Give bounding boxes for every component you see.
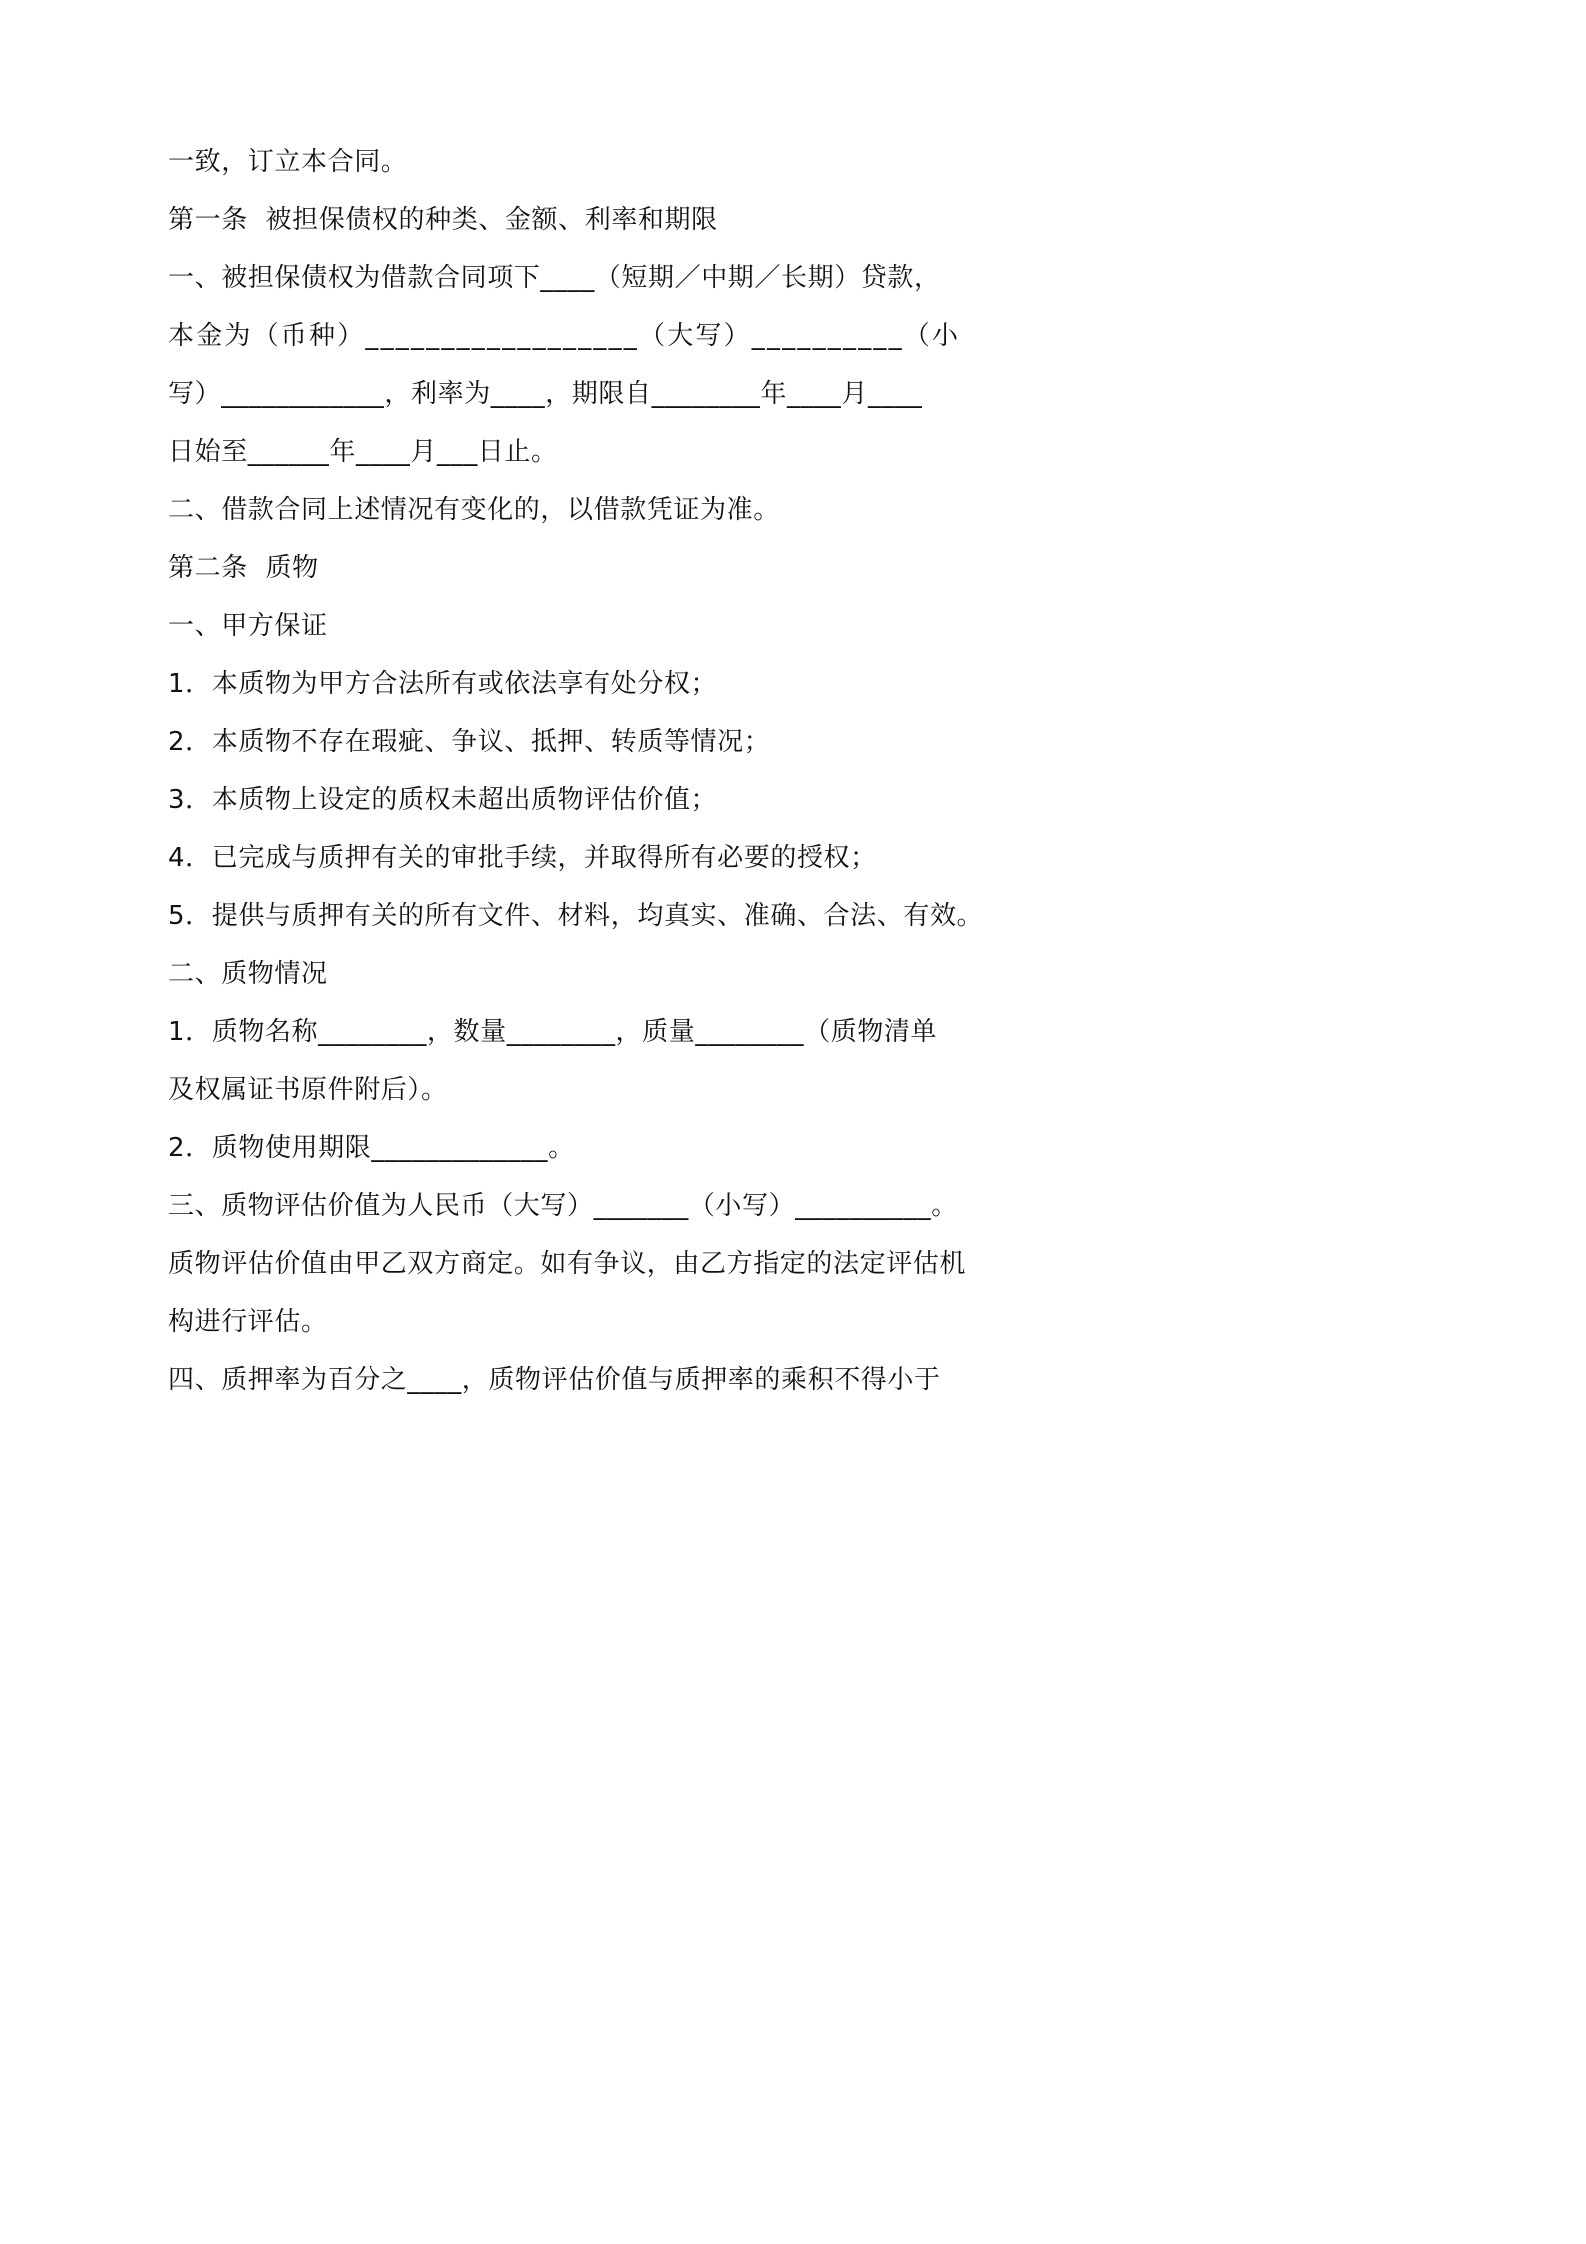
text-line: 三、质物评估价值为人民币（大写）_______（小写）__________。 — [168, 1191, 958, 1221]
list-item: 5．提供与质押有关的所有文件、材料，均真实、准确、合法、有效。 — [168, 901, 984, 931]
text-line: 写）____________，利率为____，期限自________年____月____ — [168, 379, 923, 409]
list-item: 1．质物名称________，数量________，质量________（质物清单 — [168, 1017, 938, 1047]
document-page — [0, 0, 1103, 1561]
text-line: 四、质押率为百分之____，质物评估价值与质押率的乘积不得小于 — [168, 1365, 941, 1395]
text-line: 一致，订立本合同。 — [168, 147, 408, 177]
text-line: 质物评估价值由甲乙双方商定。如有争议，由乙方指定的法定评估机 — [168, 1249, 967, 1279]
text-line: 二、借款合同上述情况有变化的，以借款凭证为准。 — [168, 495, 780, 525]
list-item: 1．本质物为甲方合法所有或依法享有处分权； — [168, 669, 718, 699]
section-heading: 二、质物情况 — [168, 959, 328, 989]
text-line: 及权属证书原件附后）。 — [168, 1075, 448, 1105]
section-heading: 一、甲方保证 — [168, 611, 328, 641]
article-two-heading: 第二条 质物 — [168, 553, 319, 583]
text-line: 一、被担保债权为借款合同项下____（短期／中期／长期）贷款， — [168, 263, 941, 293]
text-line: 日始至______年____月___日止。 — [168, 437, 558, 467]
list-item: 2．质物使用期限_____________。 — [168, 1133, 575, 1163]
list-item: 3．本质物上设定的质权未超出质物评估价值； — [168, 785, 718, 815]
text-line: 本金为（币种）__________________（大写）__________（小 — [168, 321, 961, 351]
list-item: 4．已完成与质押有关的审批手续，并取得所有必要的授权； — [168, 843, 877, 873]
text-line: 构进行评估。 — [168, 1307, 328, 1337]
article-one-heading: 第一条 被担保债权的种类、金额、利率和期限 — [168, 205, 718, 235]
contract-text — [168, 133, 984, 1409]
list-item: 2．本质物不存在瑕疵、争议、抵押、转质等情况； — [168, 727, 771, 757]
